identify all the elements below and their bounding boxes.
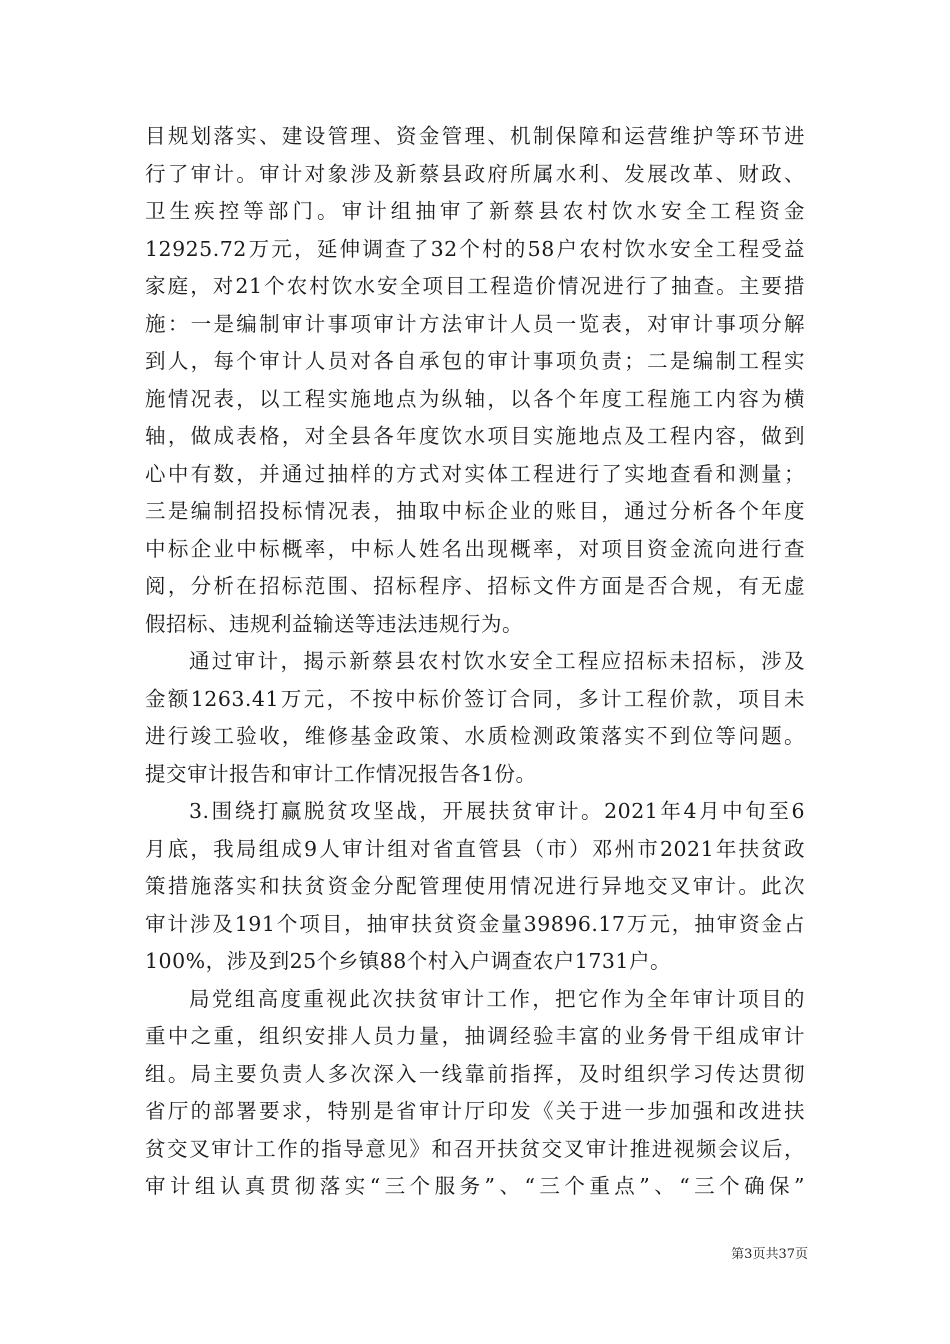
paragraph [145,643,805,793]
text-line: 心中有数，并通过抽样的方式对实体工程进行了实地查看和测量； [145,461,805,486]
text-line: 假招标、违规利益输送等违法违规行为。 [145,611,523,636]
document-body [145,118,805,1206]
text-line: 贫交叉审计工作的指导意见》和召开扶贫交叉审计推进视频会议后， [145,1136,805,1161]
text-line: 通过审计，揭示新蔡县农村饮水安全工程应招标未招标，涉及 [189,649,805,673]
text-line: 12925.72万元，延伸调查了32个村的58户农村饮水安全工程受益 [145,236,805,261]
text-line: 3.围绕打赢脱贫攻坚战，开展扶贫审计。2021年4月中旬至6 [189,799,805,823]
page-number-footer: 第3页共37页 [731,1247,808,1262]
text-line: 进行竣工验收，维修基金政策、水质检测政策落实不到位等问题。 [145,724,805,748]
paragraph [145,793,805,981]
text-line: 局党组高度重视此次扶贫审计工作，把它作为全年审计项目的 [189,986,805,1011]
text-line: 行了审计。审计对象涉及新蔡县政府所属水利、发展改革、财政、 [145,161,805,186]
paragraph [145,118,805,643]
text-line: 提交审计报告和审计工作情况报告各1份。 [145,761,537,786]
text-line: 重中之重，组织安排人员力量，抽调经验丰富的业务骨干组成审计 [145,1024,805,1048]
text-line: 三是编制招投标情况表，抽取中标企业的账目，通过分析各个年度 [145,499,805,523]
paragraph [145,981,805,1206]
text-line: 目规划落实、建设管理、资金管理、机制保障和运营维护等环节进 [145,124,805,148]
text-line: 家庭，对21个农村饮水安全项目工程造价情况进行了抽查。主要措 [145,274,805,298]
text-line: 省厅的部署要求，特别是省审计厅印发《关于进一步加强和改进扶 [145,1099,805,1123]
text-line: 策措施落实和扶贫资金分配管理使用情况进行异地交叉审计。此次 [145,874,805,898]
text-line: 卫生疾控等部门。审计组抽审了新蔡县农村饮水安全工程资金 [145,199,805,223]
text-line: 施情况表，以工程实施地点为纵轴，以各个年度工程施工内容为横 [145,386,805,411]
text-line: 组。局主要负责人多次深入一线靠前指挥，及时组织学习传达贯彻 [145,1061,805,1086]
text-line: 100%，涉及到25个乡镇88个村入户调查农户1731户。 [145,949,671,973]
text-line: 施：一是编制审计事项审计方法审计人员一览表，对审计事项分解 [145,311,805,336]
text-line: 到人，每个审计人员对各自承包的审计事项负责；二是编制工程实 [145,349,805,373]
text-line: 月底，我局组成9人审计组对省直管县（市）邓州市2021年扶贫政 [145,836,805,861]
text-line: 轴，做成表格，对全县各年度饮水项目实施地点及工程内容，做到 [145,424,805,448]
text-line: 审计组认真贯彻落实“三个服务”、“三个重点”、“三个确保” [145,1174,805,1198]
text-line: 中标企业中标概率，中标人姓名出现概率，对项目资金流向进行查 [145,536,805,561]
text-line: 阅，分析在招标范围、招标程序、招标文件方面是否合规，有无虚 [145,574,805,598]
text-line: 审计涉及191个项目，抽审扶贫资金量39896.17万元，抽审资金占 [145,911,805,936]
text-line: 金额1263.41万元，不按中标价签订合同，多计工程价款，项目未 [145,686,805,711]
